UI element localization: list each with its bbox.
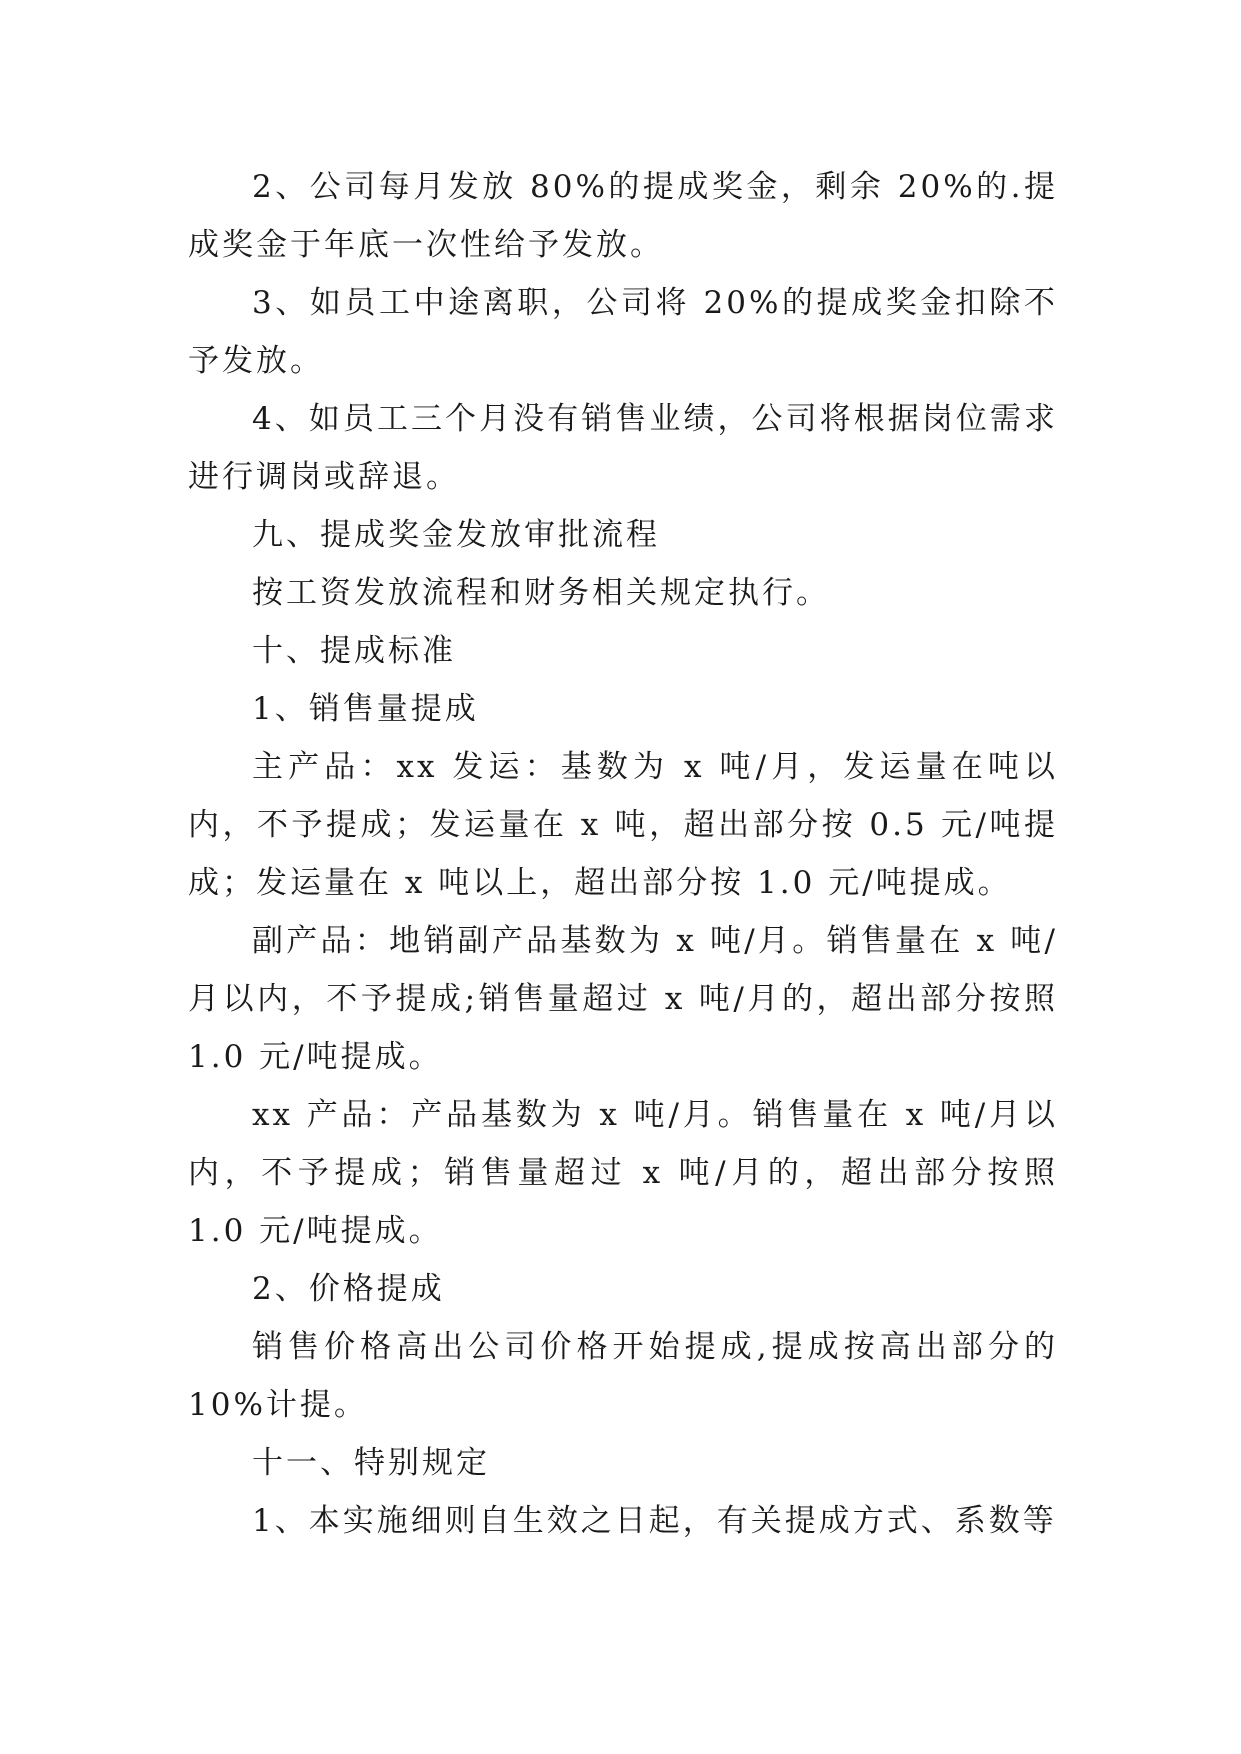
section-heading-approval: 九、提成奖金发放审批流程 — [252, 517, 660, 553]
section-heading-special: 十一、特别规定 — [252, 1445, 490, 1481]
paragraph-resignation: 3、如员工中途离职，公司将 20%的提成奖金扣除不予发放。 — [188, 285, 1058, 379]
section-heading-standard: 十、提成标准 — [252, 633, 456, 669]
subheading-sales-volume: 1、销售量提成 — [252, 691, 479, 727]
paragraph-approval-process: 按工资发放流程和财务相关规定执行。 — [252, 575, 830, 611]
paragraph-price-commission: 销售价格高出公司价格开始提成,提成按高出部分的 10%计提。 — [188, 1329, 1058, 1423]
paragraph-no-sales: 4、如员工三个月没有销售业绩，公司将根据岗位需求进行调岗或辞退。 — [188, 401, 1058, 495]
paragraph-effective: 1、本实施细则自生效之日起，有关提成方式、系数等 — [252, 1503, 1057, 1539]
document-body — [188, 158, 1058, 1550]
paragraph-main-product: 主产品：xx 发运：基数为 x 吨/月，发运量在吨以内，不予提成；发运量在 x 吨，超出部分按 0.5 元/吨提成；发运量在 x 吨以上，超出部分按 1.0 元/吨提成。 — [188, 749, 1058, 901]
paragraph-by-product: 副产品：地销副产品基数为 x 吨/月。销售量在 x 吨/月以内，不予提成;销售量超过 x 吨/月的，超出部分按照 1.0 元/吨提成。 — [188, 923, 1058, 1075]
paragraph-xx-product: xx 产品：产品基数为 x 吨/月。销售量在 x 吨/月以内，不予提成；销售量超过 x 吨/月的，超出部分按照 1.0 元/吨提成。 — [188, 1097, 1058, 1249]
paragraph-bonus-payment: 2、公司每月发放 80%的提成奖金，剩余 20%的.提成奖金于年底一次性给予发放。 — [188, 169, 1058, 263]
subheading-price: 2、价格提成 — [252, 1271, 445, 1307]
